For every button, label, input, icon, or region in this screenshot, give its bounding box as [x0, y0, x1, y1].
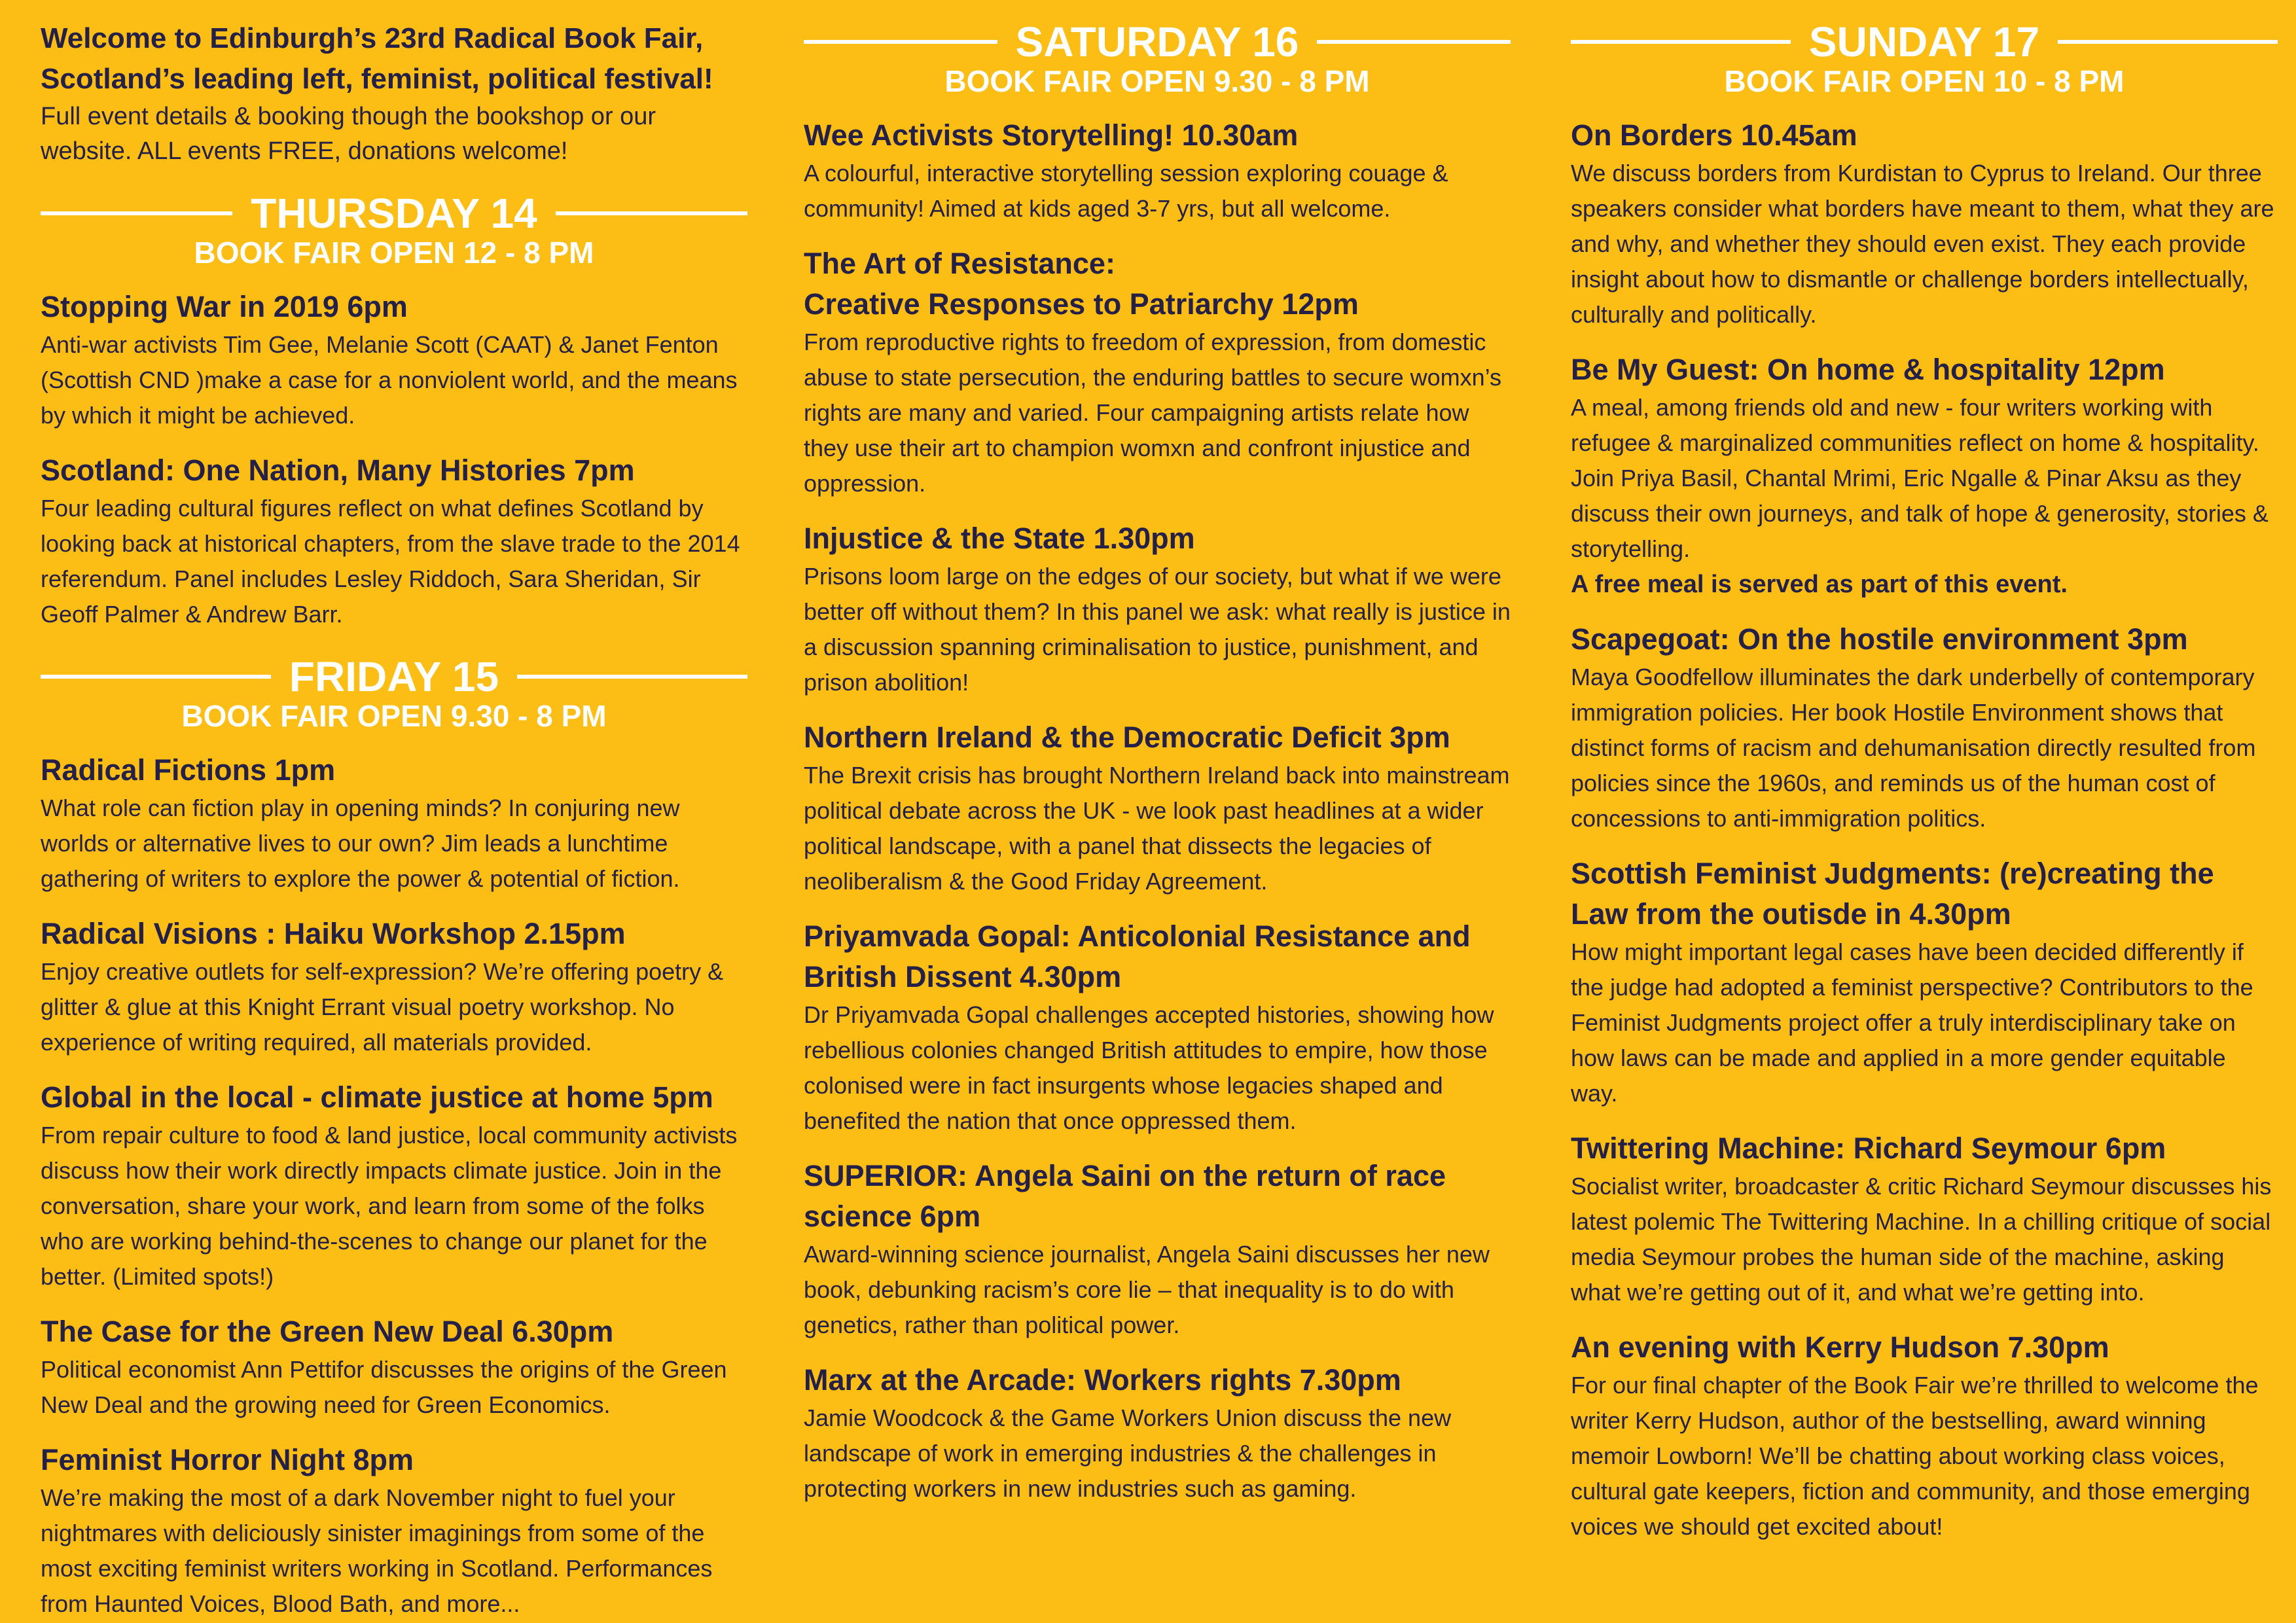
day-header-friday: [41, 653, 747, 733]
event-title: On Borders 10.45am: [1571, 118, 1857, 152]
opening-hours: BOOK FAIR OPEN 10 - 8 PM: [1724, 64, 2125, 98]
event-title: Marx at the Arcade: Workers rights 7.30pm: [804, 1363, 1401, 1397]
day-header-saturday: [804, 18, 1511, 98]
event-description: Award-winning science journalist, Angela Saini discusses her new book, debunking racism’s core lie – that inequality is to do with genetics, rather than political power.: [804, 1241, 1490, 1338]
event-description: Anti-war activists Tim Gee, Melanie Scott (CAAT) & Janet Fenton (Scottish CND )make a case for a nonviolent world, and the means by which it might be achieved.: [41, 331, 738, 429]
day-title: THURSDAY 14: [251, 190, 537, 237]
divider-line: [1317, 40, 1511, 44]
event-title: An evening with Kerry Hudson 7.30pm: [1571, 1330, 2109, 1364]
event-description: What role can fiction play in opening minds? In conjuring new worlds or alternative lives to our own? Jim leads a lunchtime gathering of writers to explore the power & potential of fiction.: [41, 794, 680, 892]
event-note: A free meal is served as part of this event.: [1571, 571, 2068, 598]
welcome-title: Welcome to Edinburgh’s 23rd Radical Book Fair, Scotland’s leading left, feminist, political festival!: [41, 22, 713, 95]
event-title: Scapegoat: On the hostile environment 3pm: [1571, 622, 2188, 656]
event-list-saturday: [804, 115, 1511, 1507]
event-title: Priyamvada Gopal: Anticolonial Resistance and British Dissent 4.30pm: [804, 919, 1471, 993]
event-item: [1571, 619, 2278, 836]
event-item: [804, 916, 1511, 1139]
event-title: Stopping War in 2019 6pm: [41, 290, 408, 323]
event-item: [41, 914, 747, 1060]
event-item: [1571, 1327, 2278, 1544]
event-title: The Case for the Green New Deal 6.30pm: [41, 1315, 614, 1348]
event-description: A meal, among friends old and new - four writers working with refugee & marginalized communities reflect on home & hospitality. Join Priya Basil, Chantal Mrimi, Eric Ngalle & Pinar Aksu as they discuss their own journeys, and talk of hope & generosity, stories & storytelling.: [1571, 394, 2269, 562]
welcome-text: Full event details & booking though the bookshop or our website. ALL events FREE, donations welcome!: [41, 103, 656, 165]
event-item: [1571, 853, 2278, 1111]
event-item: [804, 1156, 1511, 1343]
event-item: [41, 1440, 747, 1622]
day-title: FRIDAY 15: [289, 653, 499, 700]
event-title: Scotland: One Nation, Many Histories 7pm: [41, 454, 635, 487]
event-item: [804, 717, 1511, 899]
divider-line: [556, 211, 747, 215]
event-item: [804, 243, 1511, 501]
event-item: [41, 750, 747, 897]
event-item: [41, 450, 747, 632]
opening-hours: BOOK FAIR OPEN 12 - 8 PM: [194, 236, 594, 270]
divider-line: [1571, 40, 1791, 44]
event-description: We’re making the most of a dark November night to fuel your nightmares with deliciously sinister imaginings from some of the most exciting feminist writers working in Scotland. Performances from Haunted Voices, Blood Bath, and more...: [41, 1484, 713, 1617]
event-item: [41, 1311, 747, 1423]
event-title: SUPERIOR: Angela Saini on the return of race science 6pm: [804, 1159, 1446, 1233]
event-description: Prisons loom large on the edges of our society, but what if we were better off without them? In this panel we ask: what really is justice in a discussion spanning criminalisation to justice, punishment, and prison abolition!: [804, 563, 1511, 696]
event-list-sunday: [1571, 115, 2278, 1544]
event-item: [41, 1077, 747, 1294]
event-description: Enjoy creative outlets for self-expression? We’re offering poetry & glitter & glue at this Knight Errant visual poetry workshop. No experience of writing required, all materials provided.: [41, 958, 724, 1056]
event-title: Injustice & the State 1.30pm: [804, 522, 1195, 555]
event-list-thursday: [41, 287, 747, 632]
event-description: The Brexit crisis has brought Northern Ireland back into mainstream political debate across the UK - we look past headlines at a wider political landscape, with a panel that dissects the legacies of neoliberalism & the Good Friday Agreement.: [804, 762, 1510, 895]
event-item: [1571, 1128, 2278, 1310]
event-description: Jamie Woodcock & the Game Workers Union discuss the new landscape of work in emerging industries & the challenges in protecting workers in new industries such as gaming.: [804, 1404, 1452, 1502]
event-title: The Art of Resistance: Creative Responses to Patriarchy 12pm: [804, 247, 1359, 321]
event-title: Scottish Feminist Judgments: (re)creating the Law from the outisde in 4.30pm: [1571, 857, 2214, 931]
event-description: Political economist Ann Pettifor discusses the origins of the Green New Deal and the growing need for Green Economics.: [41, 1356, 727, 1418]
day-header-sunday: [1571, 18, 2278, 98]
column-middle: [804, 0, 1511, 1623]
divider-line: [804, 40, 997, 44]
event-title: Global in the local - climate justice at home 5pm: [41, 1080, 713, 1114]
event-item: [804, 1360, 1511, 1507]
day-header-thursday: [41, 190, 747, 270]
event-description: Socialist writer, broadcaster & critic Richard Seymour discusses his latest polemic The Twittering Machine. In a chilling critique of social media Seymour probes the human side of the machine, asking what we’re getting out of it, and what we’re getting into.: [1571, 1173, 2272, 1306]
event-description: For our final chapter of the Book Fair we’re thrilled to welcome the writer Kerry Hudson, author of the bestselling, award winning memoir Lowborn! We’ll be chatting about working class voices, cultural gate keepers, fiction and community, and those emerging voices we should get excited about!: [1571, 1372, 2259, 1540]
event-description: From repair culture to food & land justice, local community activists discuss how their work directly impacts climate justice. Join in the conversation, share your work, and learn from some of the folks who are working behind-the-scenes to change our planet for the better. (Limited spots!): [41, 1122, 738, 1290]
event-item: [41, 287, 747, 433]
column-right: [1571, 0, 2278, 1623]
event-description: Dr Priyamvada Gopal challenges accepted histories, showing how rebellious colonies changed British attitudes to empire, how those colonised were in fact insurgents whose legacies shaped and benefited the nation that once oppressed them.: [804, 1001, 1494, 1134]
event-list-friday: [41, 750, 747, 1622]
event-item: [1571, 349, 2278, 602]
opening-hours: BOOK FAIR OPEN 9.30 - 8 PM: [181, 699, 607, 733]
event-title: Be My Guest: On home & hospitality 12pm: [1571, 353, 2165, 386]
event-item: [804, 115, 1511, 226]
opening-hours: BOOK FAIR OPEN 9.30 - 8 PM: [944, 64, 1370, 98]
divider-line: [517, 675, 747, 679]
event-item: [1571, 115, 2278, 332]
event-description: Four leading cultural figures reflect on what defines Scotland by looking back at historical chapters, from the slave trade to the 2014 referendum. Panel includes Lesley Riddoch, Sara Sheridan, Sir Geoff Palmer & Andrew Barr.: [41, 495, 740, 628]
divider-line: [41, 211, 232, 215]
event-description: Maya Goodfellow illuminates the dark underbelly of contemporary immigration policies. Her book Hostile Environment shows that distinct forms of racism and dehumanisation directly resulted from policies since the 1960s, and reminds us of the human cost of concessions to anti-immigration politics.: [1571, 664, 2256, 832]
event-title: Radical Fictions 1pm: [41, 753, 336, 787]
event-title: Feminist Horror Night 8pm: [41, 1443, 414, 1476]
event-description: How might important legal cases have been decided differently if the judge had adopted a feminist perspective? Contributors to the Feminist Judgments project offer a truly interdisciplinary take on how laws can be made and applied in a more gender equitable way.: [1571, 938, 2253, 1107]
event-title: Twittering Machine: Richard Seymour 6pm: [1571, 1132, 2166, 1165]
event-title: Wee Activists Storytelling! 10.30am: [804, 118, 1299, 152]
event-description: We discuss borders from Kurdistan to Cyprus to Ireland. Our three speakers consider what borders have meant to them, what they are and why, and whether they should even exist. They each provide insight about how to dismantle or challenge borders intellectually, culturally and politically.: [1571, 160, 2274, 328]
event-title: Radical Visions : Haiku Workshop 2.15pm: [41, 917, 626, 950]
event-title: Northern Ireland & the Democratic Deficit 3pm: [804, 721, 1450, 754]
divider-line: [41, 675, 271, 679]
divider-line: [2058, 40, 2278, 44]
event-description: A colourful, interactive storytelling session exploring couage & community! Aimed at kids aged 3-7 yrs, but all welcome.: [804, 160, 1448, 222]
day-title: SATURDAY 16: [1015, 18, 1299, 65]
event-description: From reproductive rights to freedom of expression, from domestic abuse to state persecution, the enduring battles to secure womxn’s rights are many and varied. Four campaigning artists relate how they use their art to champion womxn and confront injustice and oppression.: [804, 329, 1501, 497]
day-title: SUNDAY 17: [1808, 18, 2040, 65]
column-left: [41, 0, 747, 1623]
event-item: [804, 518, 1511, 700]
